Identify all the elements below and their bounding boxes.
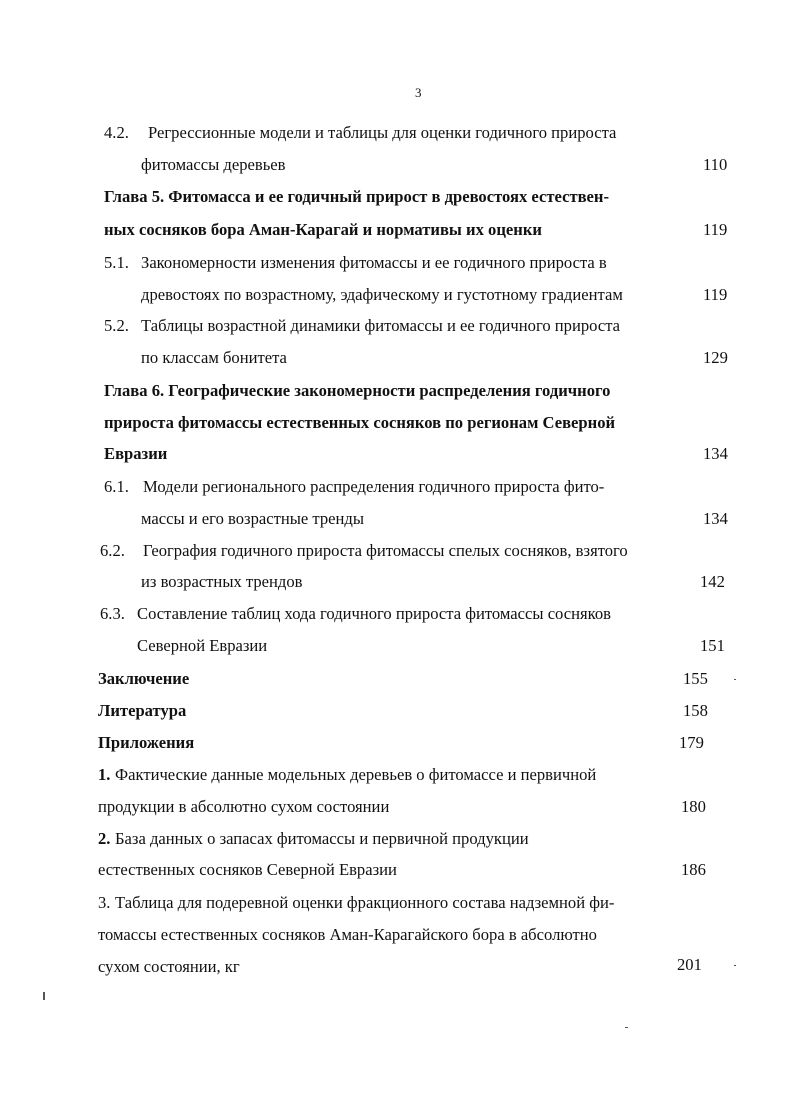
toc-entry-number: 5.2.: [104, 316, 129, 335]
toc-appendix-title: Фактические данные модельных деревьев о фитомассе и первичной: [115, 765, 597, 784]
toc-entry-title-cont: древостоях по возрастному, эдафическому и густотному градиентам: [141, 285, 623, 304]
toc-entry-number: 6.1.: [104, 477, 129, 496]
toc-entry-title: Таблицы возрастной динамики фитомассы и ее годичного прироста: [141, 316, 621, 335]
toc-entry-page: 110: [703, 155, 728, 174]
toc-entry-number: 6.3.: [100, 604, 125, 623]
toc-entry-number: 6.2.: [100, 541, 125, 560]
toc-chapter-page: 119: [703, 220, 728, 239]
toc-entry-title-cont: массы и его возрастные тренды: [141, 509, 364, 528]
toc-entry-page: 119: [703, 285, 728, 304]
toc-appendix-title: Таблица для подеревной оценки фракционного состава надземной фи-: [115, 893, 615, 912]
toc-appendix-page: 186: [681, 860, 706, 879]
scan-speck: [734, 965, 736, 966]
toc-appendix-page: 180: [681, 797, 706, 816]
toc-appendix-number: 2.: [98, 829, 111, 848]
toc-literature-page: 158: [683, 701, 708, 720]
toc-chapter-page: 134: [703, 444, 728, 463]
toc-entry-title: Регрессионные модели и таблицы для оценки годичного прироста: [148, 123, 617, 142]
toc-appendix-title-cont: естественных сосняков Северной Евразии: [98, 860, 397, 879]
toc-appendix-number: 3.: [98, 893, 111, 912]
toc-entry-page: 151: [700, 636, 725, 655]
toc-entry-title: Модели регионального распределения годичного прироста фито-: [143, 477, 605, 496]
toc-entry-number: 5.1.: [104, 253, 129, 272]
toc-entry-page: 129: [703, 348, 728, 367]
toc-conclusion-label: Заключение: [98, 669, 190, 688]
toc-appendix-title: База данных о запасах фитомассы и первичной продукции: [115, 829, 529, 848]
toc-appendix-number: 1.: [98, 765, 111, 784]
toc-entry-title-cont: из возрастных трендов: [141, 572, 303, 591]
toc-literature-label: Литература: [98, 701, 187, 720]
toc-entry-title-cont: фитомассы деревьев: [141, 155, 286, 174]
toc-entry-title: Закономерности изменения фитомассы и ее годичного прироста в: [141, 253, 607, 272]
toc-entry-page: 142: [700, 572, 725, 591]
toc-appendices-label: Приложения: [98, 733, 195, 752]
toc-entry-number: 4.2.: [104, 123, 129, 142]
toc-appendix-page: 201: [677, 955, 702, 974]
toc-chapter-title-cont: Евразии: [104, 444, 168, 463]
toc-entry-title-cont: по классам бонитета: [141, 348, 287, 367]
page-number: 3: [415, 85, 422, 100]
scan-speck: [734, 679, 736, 680]
toc-entry-title: Составление таблиц хода годичного прироста фитомассы сосняков: [137, 604, 611, 623]
toc-appendices-page: 179: [679, 733, 704, 752]
toc-chapter-title: Глава 6. Географические закономерности распределения годичного: [104, 381, 611, 400]
toc-appendix-title-cont: сухом состоянии, кг: [98, 957, 240, 976]
scan-speck: [625, 1027, 628, 1028]
toc-conclusion-page: 155: [683, 669, 708, 688]
toc-entry-page: 134: [703, 509, 728, 528]
toc-entry-title: География годичного прироста фитомассы спелых сосняков, взятого: [143, 541, 628, 560]
toc-chapter-title-cont: прироста фитомассы естественных сосняков по регионам Северной: [104, 413, 616, 432]
toc-chapter-title: Глава 5. Фитомасса и ее годичный прирост в древостоях естествен-: [104, 187, 610, 206]
scan-speck: [43, 992, 45, 1000]
toc-appendix-title-cont: томассы естественных сосняков Аман-Карагайского бора в абсолютно: [98, 925, 597, 944]
toc-entry-title-cont: Северной Евразии: [137, 636, 268, 655]
toc-chapter-title-cont: ных сосняков бора Аман-Карагай и нормативы их оценки: [104, 220, 542, 239]
toc-appendix-title-cont: продукции в абсолютно сухом состоянии: [98, 797, 390, 816]
